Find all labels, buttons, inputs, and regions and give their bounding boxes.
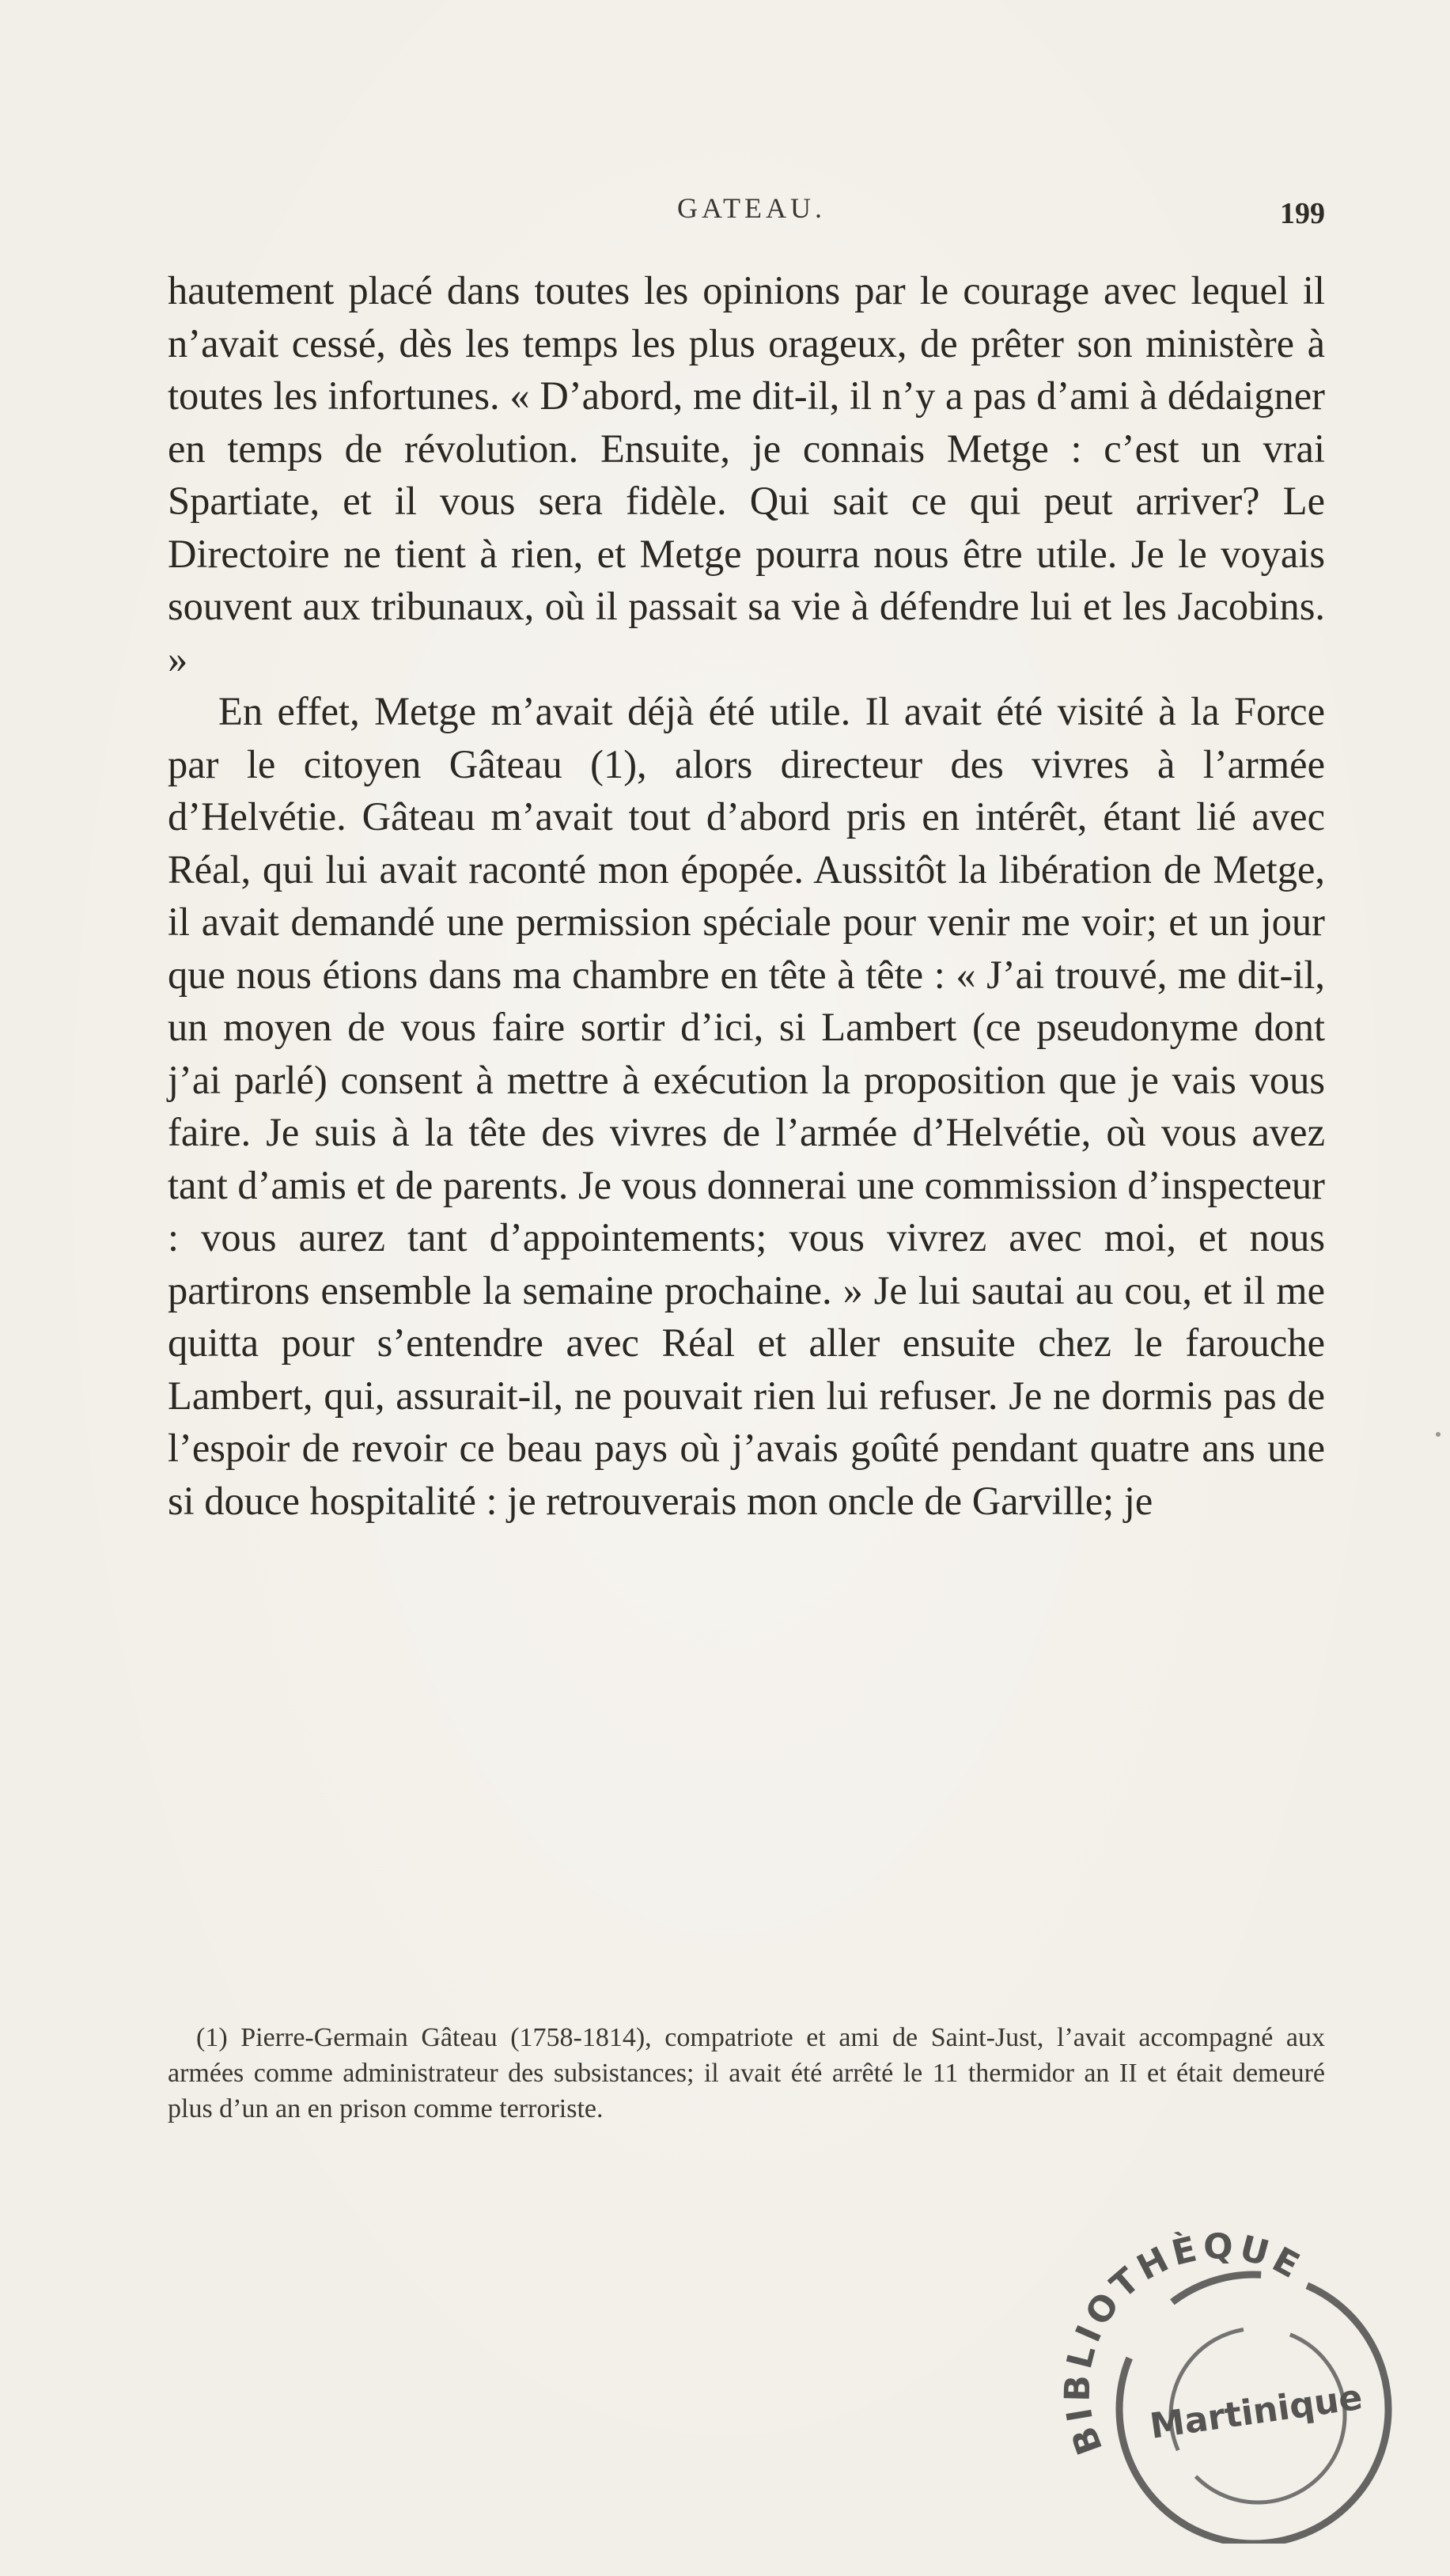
running-title: GATEAU.: [677, 192, 826, 224]
page-number: 199: [1280, 197, 1325, 230]
body-text: [168, 264, 1325, 1527]
stamp-center-text: Martinique: [1147, 2377, 1365, 2447]
stamp-top-textpath: BIBLIOTHÈQUE: [1057, 2226, 1310, 2460]
paper-speck: [1436, 1432, 1441, 1437]
paragraph: En effet, Metge m’avait déjà été utile. Il avait été visité à la Force par le citoyen Gâteau (1), alors directeur des vivres à l’armée d’Helvétie. Gâteau m’avait tout d’abord pris en intérêt, étant lié avec Réal, qui lui avait raconté mon épopée. Aussitôt la libération de Metge, il avait demandé une permission spéciale pour venir me voir; et un jour que nous étions dans ma chambre en tête à tête : « J’ai trouvé, me dit-il, un moyen de vous faire sortir d’ici, si Lambert (ce pseudonyme dont j’ai parlé) consent à mettre à exécution la proposition que je vais vous faire. Je suis à la tête des vivres de l’armée d’Helvétie, où vous avez tant d’amis et de parents. Je vous donnerai une commission d’inspecteur : vous aurez tant d’appointements; vous vivrez avec moi, et nous partirons ensemble la semaine prochaine. » Je lui sautai au cou, et il me quitta pour s’entendre avec Réal et aller ensuite chez le farouche Lambert, qui, assurait-il, ne pouvait rien lui refuser. Je ne dormis pas de l’espoir de revoir ce beau pays où j’avais goûté pendant quatre ans une si douce hospitalité : je retrouverais mon oncle de Garville; je: [168, 689, 1325, 1523]
paragraph: hautement placé dans toutes les opinions par le courage avec lequel il n’avait cessé, dès les temps les plus orageux, de prêter son ministère à toutes les infortunes. « D’abord, me dit-il, il n’y a pas d’ami à dédaigner en temps de révolution. Ensuite, je connais Metge : c’est un vrai Spartiate, et il vous sera fidèle. Qui sait ce qui peut arriver? Le Directoire ne tient à rien, et Metge pourra nous être utile. Je le voyais souvent aux tribunaux, où il passait sa vie à défendre lui et les Jacobins. »: [168, 268, 1325, 681]
footnote-text: (1) Pierre-Germain Gâteau (1758-1814), compatriote et ami de Saint-Just, l’avait accompagné aux armées comme administrateur des subsistances; il avait été arrêté le 11 thermidor an II et était demeuré plus d’un an en prison comme terroriste.: [168, 2023, 1325, 2123]
library-stamp: [1028, 2211, 1408, 2544]
running-head: [178, 187, 1325, 234]
footnote: [168, 2020, 1325, 2127]
